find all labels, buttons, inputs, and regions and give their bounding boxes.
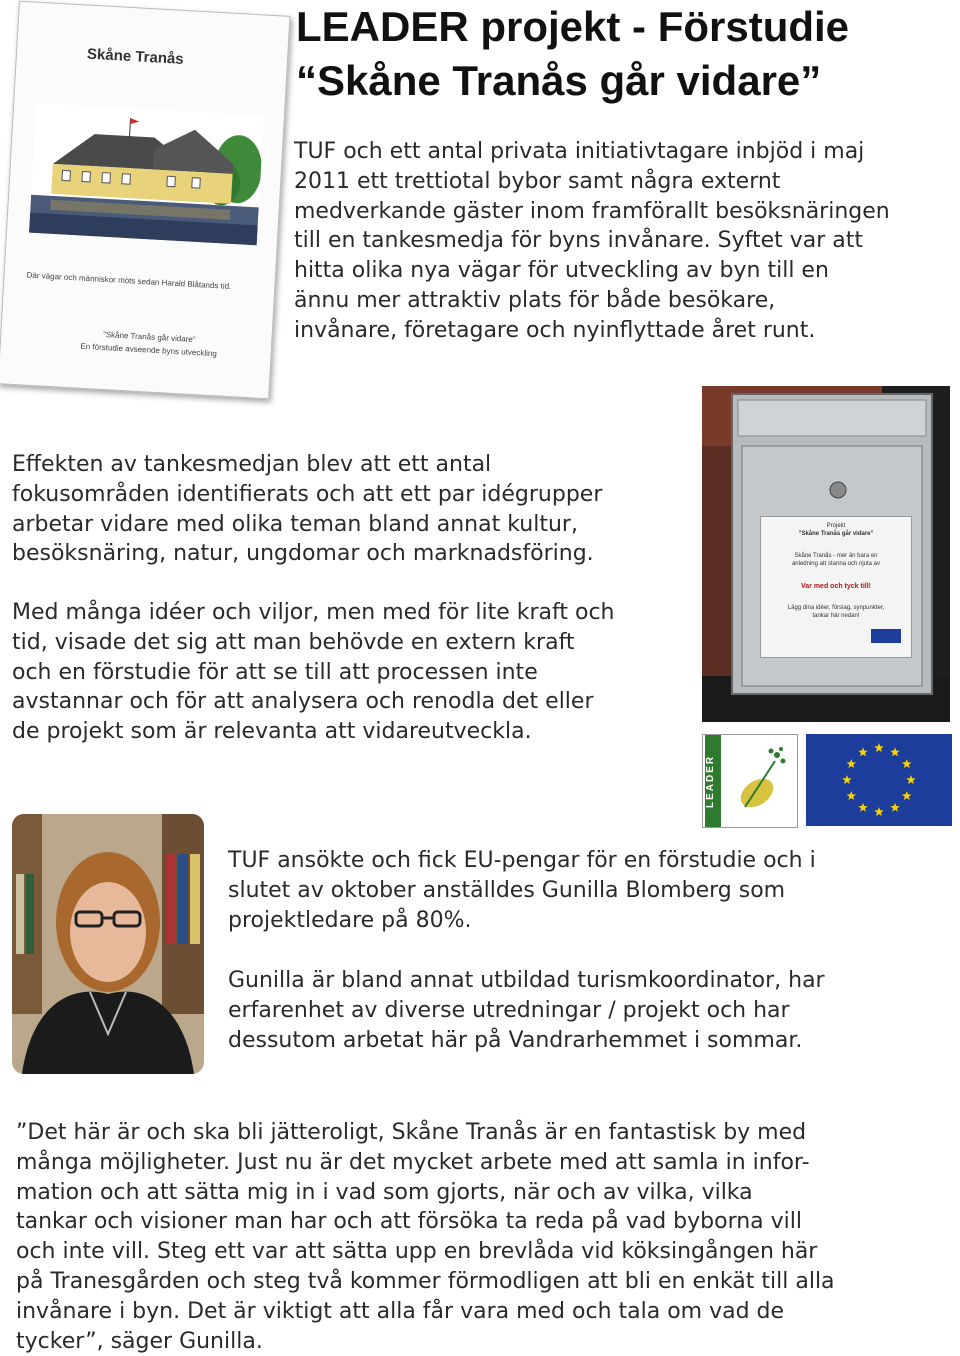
eu-star-icon: [847, 759, 857, 768]
quote-line: tankar och visioner man har och att försöka ta reda på vad byborna vill: [16, 1209, 803, 1235]
effekten-line: arbetar vidare med olika teman bland annat kultur,: [12, 511, 578, 537]
quote-line: invånare i byn. Det är viktigt att alla får vara med och tala om vad de: [16, 1298, 785, 1324]
ideer-line: de projekt som är relevanta att vidareutveckla.: [12, 719, 532, 745]
mailbox-note-line: ”Skåne Tranås går vidare”: [798, 531, 874, 537]
eu-star-icon: [858, 803, 868, 812]
quote-line: ”Det här är och ska bli jätteroligt, Skåne Tranås är en fantastisk by med: [16, 1120, 807, 1145]
booklet-subtitle: Där vägar och människor möts sedan Harald Blåtands tid.: [26, 270, 232, 292]
quote-line: många möjligheter. Just nu är det mycket arbete med att samla in infor-: [16, 1149, 810, 1175]
mailbox-note: [760, 516, 912, 658]
effekten-line: fokusområden identifierats och att ett par idégrupper: [12, 481, 603, 507]
quote-line: mation och att sätta mig in i vad som gjorts, när och av vilka, vilka: [16, 1179, 753, 1205]
eu-star-icon: [858, 747, 868, 756]
leader-logo: [702, 734, 798, 828]
mailbox-note-line: anledning att stanna och njuta av: [791, 561, 881, 567]
booklet-caption: En förstudie avseende byns utveckling: [80, 341, 218, 359]
ideer-paragraph: [12, 598, 692, 747]
intro-line: hitta olika nya vägar för utveckling av byn till en: [294, 258, 829, 284]
gunilla-line: dessutom arbetat här på Vandrarhemmet i sommar.: [228, 1027, 803, 1053]
effekten-line: Effekten av tankesmedjan blev att ett antal: [12, 452, 492, 477]
eu-star-icon: [902, 759, 912, 768]
intro-line: medverkande gäster inom framförallt besöksnäringen: [294, 198, 890, 224]
leader-logo-text: LEADER: [705, 735, 721, 827]
page-title: [296, 0, 956, 108]
intro-line: till en tankesmedja för byns invånare. Syftet var att: [294, 228, 864, 254]
intro-paragraph: [294, 137, 954, 346]
mailbox-note-line: Lägg dina idéer, förslag, synpunkter,: [787, 605, 885, 611]
eu-flag-logo: [806, 734, 952, 826]
booklet-quote: ”Skåne Tranås går vidare”: [102, 329, 196, 345]
quote-line: tycker”, säger Gunilla.: [16, 1328, 263, 1354]
gunilla-line: Gunilla är bland annat utbildad turismkoordinator, har: [228, 968, 825, 993]
eu-star-icon: [890, 803, 900, 812]
booklet-title: Skåne Tranås: [86, 45, 185, 68]
gunilla-paragraph: [228, 966, 948, 1055]
quote-paragraph: [16, 1118, 956, 1356]
leader-leaf-icon: [725, 741, 795, 821]
eu-star-icon: [890, 747, 900, 756]
ansokte-line: slutet av oktober anställdes Gunilla Blomberg som: [228, 877, 786, 903]
ansokte-line: TUF ansökte och fick EU-pengar för en förstudie och i: [228, 848, 816, 873]
eu-star-icon: [874, 807, 884, 816]
quote-line: och inte vill. Steg ett var att sätta upp en brevlåda vid köksingången här: [16, 1239, 818, 1265]
ansokte-paragraph: [228, 846, 948, 935]
eu-stars-icon: [806, 734, 952, 826]
eu-star-icon: [906, 775, 916, 784]
gunilla-line: erfarenhet av diverse utredningar / projekt och har: [228, 997, 790, 1023]
ansokte-line: projektledare på 80%.: [228, 907, 472, 933]
ideer-line: Med många idéer och viljor, men med för lite kraft och: [12, 600, 615, 625]
eu-star-icon: [847, 791, 857, 800]
mailbox-note-line: Var med och tyck till!: [800, 583, 872, 590]
intro-line: TUF och ett antal privata initiativtagare inbjöd i maj: [294, 139, 865, 164]
ideer-line: avstannar och för att analysera och renodla det eller: [12, 689, 594, 715]
portrait-illustration: [12, 814, 204, 1074]
mailbox-note-eu-flag: [871, 629, 901, 643]
booklet-cover-image: [0, 1, 291, 400]
portrait-photo: [12, 814, 204, 1074]
eu-star-icon: [874, 743, 884, 752]
title-line-1: LEADER projekt - Förstudie: [296, 3, 850, 50]
intro-line: ännu mer attraktiv plats för både besökare,: [294, 287, 776, 313]
mailbox-note-line: tankar här nedan!: [812, 613, 860, 619]
ideer-line: tid, visade det sig att man behövde en extern kraft: [12, 629, 575, 655]
intro-line: invånare, företagare och nyinflyttade året runt.: [294, 317, 816, 343]
eu-star-icon: [842, 775, 852, 784]
effekten-paragraph: [12, 450, 692, 569]
eu-star-icon: [902, 791, 912, 800]
mailbox-note-line: Skåne Tranås - mer än bara en: [794, 553, 878, 559]
mailbox-photo: [702, 386, 950, 722]
ideer-line: och en förstudie för att se till att processen inte: [12, 659, 538, 685]
intro-line: 2011 ett trettiotal bybor samt några externt: [294, 168, 781, 194]
title-line-2: “Skåne Tranås går vidare”: [296, 57, 822, 104]
effekten-line: besöksnäring, natur, ungdomar och marknadsföring.: [12, 541, 594, 567]
mailbox-note-line: Projekt: [826, 523, 846, 529]
booklet-house-illustration: [29, 103, 264, 246]
quote-line: på Tranesgården och steg två kommer förmodligen att bli en enkät till alla: [16, 1268, 835, 1294]
